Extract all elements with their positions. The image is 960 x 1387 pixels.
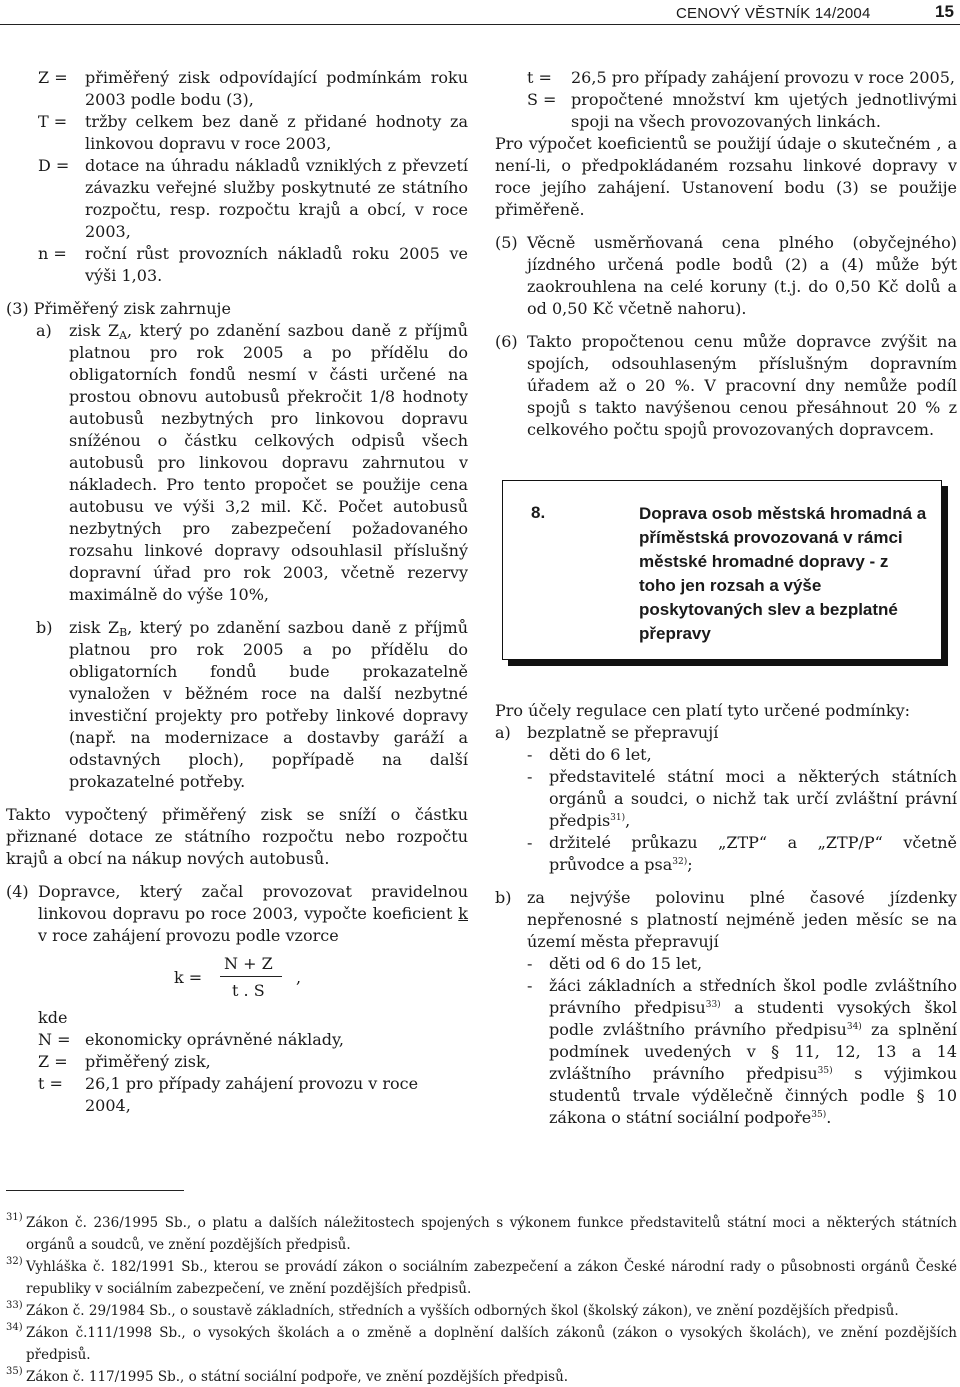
header-divider [0,24,960,25]
definition-z: Z = přiměřený zisk odpovídající podmínkám roku 2003 podle bodu (3), [38,68,468,109]
condition-a-item-3: - držitelé průkazu „ZTP“ a „ZTP/P“ včetně průvodce a psa$^{32)}$; [527,833,957,874]
section-3-heading: (3) Přiměřený zisk zahrnuje [6,299,231,318]
footnote-35: 35) Zákon č. 117/1995 Sb., o státní sociální podpoře, ve znění pozdějších předpisů. [6,1366,569,1385]
section-3a: a) zisk $Z_A$, který po zdanění sazbou daně z příjmů platnou pro rok 2005 a po přídělu do obligatorních fondů nesmí v části určené na prostou obnovu autobusů překročit 1/8 hodnoty autobusů nezbytných pro linkovou dopravu snížénou o částku celkových odpisů všech autobusů pro linkovou dopravu zahrnutou v nákladech. Pro tento propočet se použije cena autobusu ve výši 3,2 mil. Kč. Počet autobusů nezbytných pro zabezpečení požadovaného rozsahu linkové dopravy odsouhlasil příslušný dopravní úřad pro rok 2003, včetně rezervy maximálně do výše 10%, [36,321,468,604]
footnote-34: 34) Zákon č.111/1998 Sb., o vysokých školách a o změně a doplnění dalších zákonů (zákon o vysokých školách), ve znění pozdějších předpisů. [6,1322,957,1363]
condition-b-item-1: - děti od 6 do 15 let, [527,954,703,973]
definition-s: S = propočtené množství km ujetých jednotlivými spoji na všech provozovaných linkách. [527,90,957,131]
section-3b: b) zisk $Z_B$, který po zdanění sazbou daně z příjmů platnou pro rok 2005 a po přídělu do obligatorních fondů bude prokazatelně vynaložen v běžném roce na další nezbytné investiční projekty pro potřeby linkové dopravy (např. na modernizace a dostavby garáží a odstavných ploch), popřípadě na další prokazatelné potřeby. [36,618,468,791]
section-3-closing: Takto vypočtený přiměřený zisk se sníží o částku přiznané dotace ze státního rozpočtu nebo rozpočtu krajů a obcí na nákup nových autobusů. [6,805,468,868]
conditions-intro: Pro účely regulace cen platí tyto určené podmínky: [495,701,910,720]
definition-t2004: t = 26,1 pro případy zahájení provozu v roce 2004, [38,1074,419,1115]
section-8-title: Doprava osob městská hromadná a příměstská provozovaná v rámci městské hromadné dopravy - z toho jen rozsah a výše poskytovaných slev a bezplatné přepravy [639,504,927,643]
page-number: 15 [935,2,954,21]
section-5: (5) Věcně usměrňovaná cena plného (obyčejného) jízdného určená podle bodů (2) a (4) může být zaokrouhlena na celé koruny (t.j. do 0,50 Kč dolů a od 0,50 Kč včetně nahoru). [495,233,957,318]
fraction-bar [220,976,282,977]
formula-numerator: N + Z [224,954,273,973]
footnote-divider [6,1190,184,1191]
left-column [6,67,468,1117]
definition-n2: N = ekonomicky oprávněné náklady, [38,1030,344,1049]
section-8-box [502,480,942,660]
condition-a-item-1: - děti do 6 let, [527,745,652,764]
condition-b: b) za nejvýše polovinu plné časové jízdenky nepřenosné s platností nejméně jeden měsíc se na území města přepravují [495,888,957,951]
footnote-31: 31) Zákon č. 236/1995 Sb., o platu a dalších náležitostech spojených s výkonem funkce představitelů státní moci a některých státních orgánů a soudců, ve znění pozdějších předpisů. [6,1212,957,1253]
right-column [495,67,957,441]
condition-a: a) bezplatně se přepravují [495,723,719,742]
coefficient-formula: k = N + Z t . S , [174,954,302,1000]
footnotes [6,1212,957,1387]
right-column-lower [495,700,957,1129]
definition-t2005: t = 26,5 pro případy zahájení provozu v roce 2005, [527,68,955,87]
section-8-number: 8. [531,503,546,522]
footnote-32: 32) Vyhláška č. 182/1991 Sb., kterou se provádí zákon o sociálním zabezpečení a zákon České národní rady o působnosti orgánů České republiky v sociálním zabezpečení, ve znění pozdějších předpisů. [6,1256,957,1297]
condition-a-item-2: - představitelé státní moci a některých státních orgánů a soudci, o nichž tak určí zvláštní právní předpis$^{31)}$, [527,767,957,830]
section-6: (6) Takto propočtenou cenu může dopravce zvýšit na spojích, odsouhlaseným příslušným dopravním úřadem až o 20 %. V pracovní dny nemůže podíl spojů s takto navýšenou cenou přesáhnout 20 % z celkového počtu spojů provozovaných dopravcem. [495,332,957,439]
definition-n: n = roční růst provozních nákladů roku 2005 ve výši 1,03. [38,244,468,285]
kde-label: kde [38,1008,68,1027]
footnote-33: 33) Zákon č. 29/1984 Sb., o soustavě základních, středních a vyšších odborných škol (školský zákon), ve znění pozdějších předpisů. [6,1300,899,1319]
definition-t: T = tržby celkem bez daně z přidané hodnoty za linkovou dopravu v roce 2003, [38,112,468,153]
page-header [0,0,960,26]
journal-title: CENOVÝ VĚSTNÍK 14/2004 [676,5,871,22]
definition-z2: Z = přiměřený zisk, [38,1052,211,1071]
formula-denominator: t . S [232,981,265,1000]
section-4: (4) Dopravce, který začal provozovat pravidelnou linkovou dopravu po roce 2003, vypočte koeficient k v roce zahájení provozu podle vzorce [6,882,468,945]
definition-d: D = dotace na úhradu nákladů vzniklých z převzetí závazku veřejné služby poskytnuté ze státního rozpočtu, resp. rozpočtu krajů a obcí, v roce 2003, [38,156,468,241]
condition-b-item-2: - žáci základních a středních škol podle zvláštního právního předpisu$^{33)}$ a studenti vysokých škol podle zvláštního právního předpisu$^{34)}$ za splnění podmínek uvedených v § 11, 12, 13 a 14 zvláštního právního předpisu$^{35)}$ s výjimkou studentů trvale výdělečně činných podle § 10 zákona o státní sociální podpoře$^{35)}$. [527,976,958,1127]
coefficient-note: Pro výpočet koeficientů se použijí údaje o skutečném , a není-li, o předpokládaném rozsahu linkové dopravy v roce jejího zahájení. Ustanovení bodu (3) se použije přiměřeně. [495,134,957,219]
